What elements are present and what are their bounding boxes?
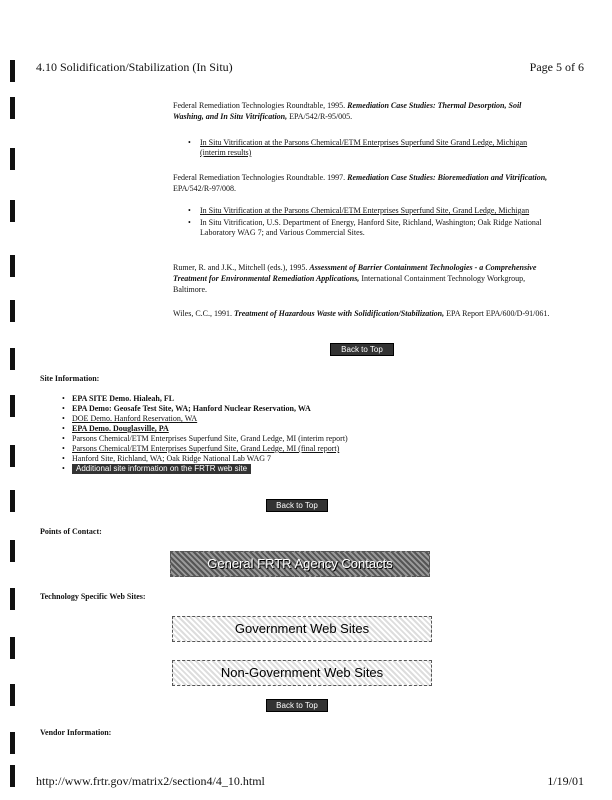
reference-4: Wiles, C.C., 1991. Treatment of Hazardous Waste with Solidification/Stabilization, EPA Report EPA/600/D-91/061. xyxy=(173,309,550,318)
back-to-top-button[interactable]: Back to Top xyxy=(330,343,394,356)
list-item[interactable]: • EPA SITE Demo. Hialeah, FL xyxy=(62,394,348,404)
list-item[interactable]: • Parsons Chemical/ETM Enterprises Superfund Site, Grand Ledge, MI (final report) xyxy=(62,444,348,454)
list-item[interactable]: • DOE Demo. Hanford Reservation, WA xyxy=(62,414,348,424)
web-sites-heading: Technology Specific Web Sites: xyxy=(40,592,146,601)
back-to-top-button[interactable]: Back to Top xyxy=(266,499,328,512)
binding-mark xyxy=(10,765,15,787)
binding-mark xyxy=(10,732,15,754)
page-title: 4.10 Solidification/Stabilization (In Situ) xyxy=(36,60,233,74)
binding-mark xyxy=(10,148,15,170)
binding-mark xyxy=(10,637,15,659)
site-information-heading: Site Information: xyxy=(40,374,100,383)
binding-mark xyxy=(10,97,15,119)
binding-mark xyxy=(10,540,15,562)
footer-date: 1/19/01 xyxy=(547,774,584,788)
reference-2: Federal Remediation Technologies Roundtable. 1997. Remediation Case Studies: Bioremediation and Vitrification, EPA/542/R-97/008. xyxy=(173,173,548,193)
binding-mark xyxy=(10,300,15,322)
binding-mark xyxy=(10,684,15,706)
reference-2-list xyxy=(188,206,548,240)
agency-contacts-button[interactable]: General FRTR Agency Contacts xyxy=(170,551,430,577)
reference-1: Federal Remediation Technologies Roundtable, 1995. Remediation Case Studies: Thermal Desorption, Soil Washing, and In Situ Vitrification, EPA/542/R-95/005. xyxy=(173,101,522,121)
list-item[interactable]: • In Situ Vitrification at the Parsons Chemical/ETM Enterprises Superfund Site, Grand Ledge, Michigan xyxy=(188,206,548,216)
binding-mark xyxy=(10,255,15,277)
binding-mark xyxy=(10,395,15,417)
binding-mark xyxy=(10,490,15,512)
footer-url: http://www.frtr.gov/matrix2/section4/4_10.html xyxy=(36,774,265,788)
list-item[interactable]: • EPA Demo. Douglasville, PA xyxy=(62,424,348,434)
back-to-top-button[interactable]: Back to Top xyxy=(266,699,328,712)
list-item[interactable]: • In Situ Vitrification at the Parsons Chemical/ETM Enterprises Superfund Site Grand Ledge, Michigan (interim results) xyxy=(188,138,548,158)
non-government-web-sites-button[interactable]: Non-Government Web Sites xyxy=(172,660,432,686)
site-information-list xyxy=(62,394,348,474)
list-item[interactable]: • Parsons Chemical/ETM Enterprises Superfund Site, Grand Ledge, MI (interim report) xyxy=(62,434,348,444)
government-web-sites-button[interactable]: Government Web Sites xyxy=(172,616,432,642)
binding-mark xyxy=(10,445,15,467)
additional-site-info-button[interactable]: Additional site information on the FRTR web site xyxy=(72,464,251,474)
vendor-information-heading: Vendor Information: xyxy=(40,728,112,737)
list-item[interactable]: • EPA Demo: Geosafe Test Site, WA; Hanford Nuclear Reservation, WA xyxy=(62,404,348,414)
binding-mark xyxy=(10,348,15,370)
binding-mark xyxy=(10,60,15,82)
binding-mark xyxy=(10,200,15,222)
list-item[interactable]: • In Situ Vitrification, U.S. Department of Energy, Hanford Site, Richland, Washington; Oak Ridge National Laboratory WAG 7; and Various Commercial Sites. xyxy=(188,218,548,238)
binding-mark xyxy=(10,588,15,610)
list-item[interactable]: • Hanford Site, Richland, WA; Oak Ridge National Lab WAG 7 xyxy=(62,454,348,464)
list-item[interactable] xyxy=(62,464,348,474)
page-number: Page 5 of 6 xyxy=(529,60,584,74)
reference-1-list xyxy=(188,138,548,160)
reference-3: Rumer, R. and J.K., Mitchell (eds.), 1995. Assessment of Barrier Containment Technologies - a Comprehensive Treatment for Environmental Remediation Applications, International Containment Technology Workgroup, Baltimore. xyxy=(173,263,537,294)
points-of-contact-heading: Points of Contact: xyxy=(40,527,102,536)
